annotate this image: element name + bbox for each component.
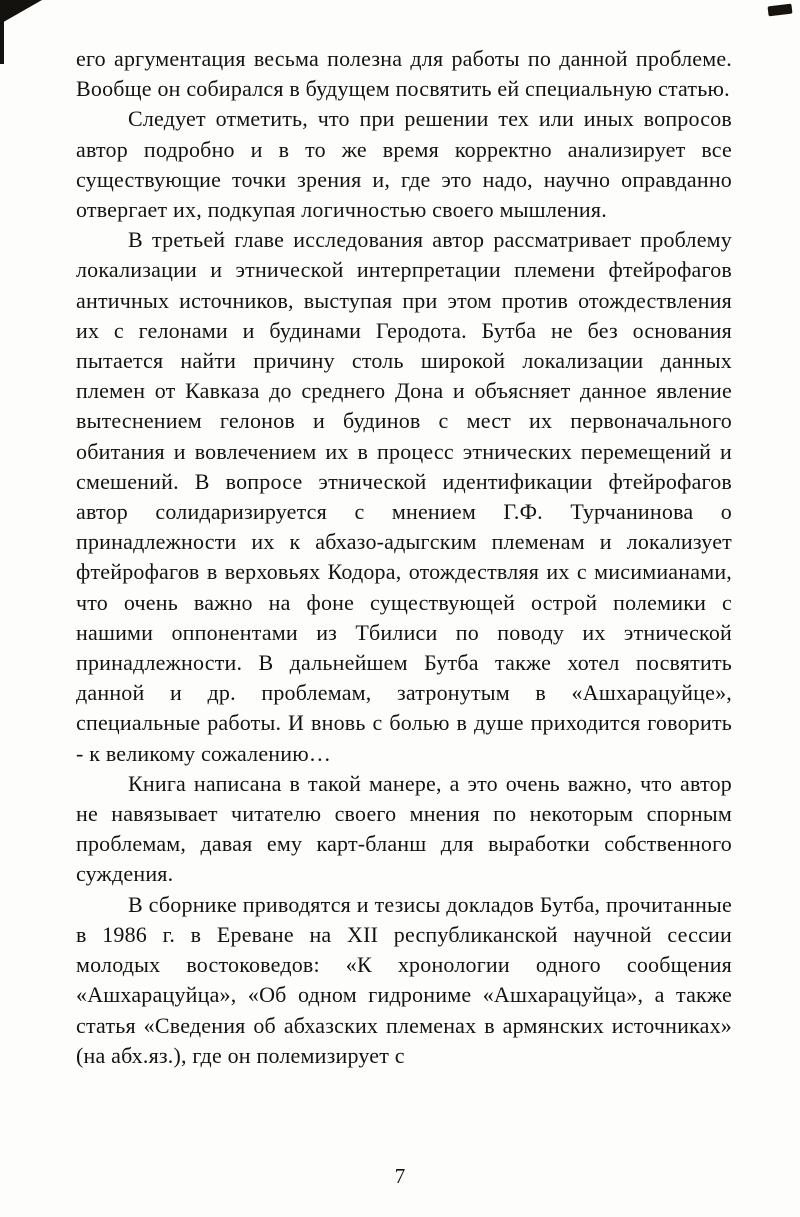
scan-artifact-left-edge — [0, 0, 4, 64]
paragraph: Следует отметить, что при решении тех или иных вопросов автор подробно и в то же время корректно анализирует все существующие точки зрения и, где это надо, научно оправданно отвергает их, подкупая логичностью своего мышления. — [76, 106, 732, 223]
paragraph: В третьей главе исследования автор рассматривает проблему локализации и этнической интерпретации племени фтейрофагов античных источников, выступая при этом против отождествления их с гелонами и будинами Геродота. Бутба не без основания пытается найти причину столь широкой локализации данных племен от Кавказа до среднего Дона и объясняет данное явление вытеснением гелонов и будинов с мест их первоначального обитания и вовлечением их в процесс этнических перемещений и смешений. В вопросе этнической идентификации фтейрофагов автор солидаризируется с мнением Г.Ф. Турчанинова о принадлежности их к абхазо-адыгским племенам и локализует фтейрофагов в верховьях Кодора, отождествляя их с мисимианами, что очень важно на фоне существующей острой полемики с нашими оппонентами из Тбилиси по поводу их этнической принадлежности. В дальнейшем Бутба также хотел посвятить данной и др. проблемам, затронутым в «Ашхарацуйце», специальные работы. И вновь с болью в душе приходится говорить - к великому сожалению… — [76, 227, 732, 766]
paragraph: Книга написана в такой манере, а это очень важно, что автор не навязывает читателю своего мнения по некоторым спорным проблемам, давая ему карт-бланш для выработки собственного суждения. — [76, 770, 732, 887]
paragraph: В сборнике приводятся и тезисы докладов Бутба, прочитанные в 1986 г. в Ереване на XII республиканской научной сессии молодых востоковедов: «К хронологии одного сообщения «Ашхарацуйца», «Об одном гидрониме «Ашхарацуйца», а также статья «Сведения об абхазских племенах в армянских источниках» (на абх.яз.), где он полемизирует с — [76, 891, 732, 1068]
paragraph-continuation: его аргументация весьма полезна для работы по данной проблеме. Вообще он собирался в будущем посвятить ей специальную статью. — [76, 46, 732, 102]
scan-artifact-top-right — [767, 4, 792, 17]
page-number: 7 — [394, 1164, 406, 1188]
page-text — [76, 44, 732, 1071]
scan-artifact-top-left — [0, 0, 42, 24]
